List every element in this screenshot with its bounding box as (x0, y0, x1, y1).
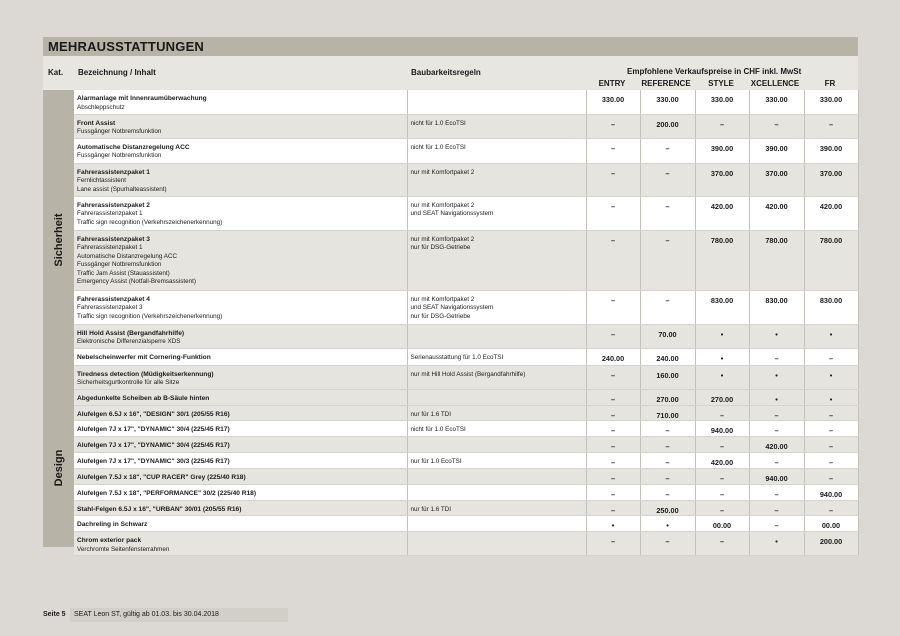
table-row (74, 230, 858, 290)
option-name-cell (74, 516, 407, 532)
table-row (74, 532, 858, 555)
header-col-fr: FR (824, 79, 836, 88)
option-rule-cell (407, 389, 586, 405)
table-row (74, 114, 858, 138)
option-content: Fahrerassistenzpaket 1 (77, 244, 143, 252)
price-xcellence: 390.00 (749, 138, 804, 163)
option-title: Alufelgen 7.5J x 18", "CUP RACER" Grey (225/40 R18) (77, 473, 246, 481)
option-name-cell (74, 532, 407, 555)
price-xcellence: 330.00 (749, 90, 804, 114)
section-label: Sicherheit (52, 212, 65, 267)
option-name-cell (74, 114, 407, 138)
price-entry: – (586, 365, 640, 389)
price-xcellence: 830.00 (749, 290, 804, 324)
option-rule-cell (407, 453, 586, 469)
price-fr: 00.00 (804, 516, 858, 532)
option-title: Fahrerassistenzpaket 4 (77, 295, 150, 303)
page-number: Seite 5 (43, 611, 66, 618)
option-rule-cell (407, 290, 586, 324)
option-rule: nur für 1.0 EcoTSI (410, 458, 462, 466)
price-reference: – (640, 163, 695, 196)
option-content: Fahrerassistenzpaket 1 (77, 210, 143, 218)
price-fr: – (804, 421, 858, 437)
option-title: Front Assist (77, 119, 116, 127)
option-title: Alufelgen 7J x 17", "DYNAMIC" 30/4 (225/45 R17) (77, 442, 230, 450)
option-rule-cell (407, 437, 586, 453)
table-row (74, 468, 858, 484)
price-fr: – (804, 453, 858, 469)
option-content: Fernlichtassistent (77, 177, 126, 185)
option-name-cell (74, 230, 407, 290)
option-title: Hill Hold Assist (Bergandfahrhilfe) (77, 329, 185, 337)
option-rule: nur für DSG-Getriebe (410, 244, 471, 251)
option-title: Alufelgen 7.5J x 18", "PERFORMANCE" 30/2 (225/40 R18) (77, 489, 257, 497)
price-fr: 830.00 (804, 290, 858, 324)
price-xcellence: 370.00 (749, 163, 804, 196)
price-reference: 160.00 (640, 365, 695, 389)
option-rule-cell (407, 138, 586, 163)
price-xcellence: 780.00 (749, 230, 804, 290)
price-entry: – (586, 532, 640, 555)
price-reference: – (640, 484, 695, 500)
option-name-cell (74, 163, 407, 196)
option-content: Traffic sign recognition (Verkehrszeichenerkennung) (77, 312, 223, 320)
option-content: Traffic Jam Assist (Stauassistent) (77, 269, 170, 277)
option-title: Automatische Distanzregelung ACC (77, 143, 190, 151)
option-rule: nur für DSG-Getriebe (410, 312, 471, 320)
table-row (74, 348, 858, 365)
option-title: Fahrerassistenzpaket 1 (77, 168, 150, 176)
price-entry: – (586, 290, 640, 324)
header-col-style: STYLE (708, 79, 734, 88)
price-entry: – (586, 196, 640, 230)
option-content: Emergency Assist (Notfall-Bremsassistent) (77, 278, 196, 286)
table-row (74, 138, 858, 163)
option-title: Nebelscheinwerfer mit Cornering-Funktion (77, 353, 211, 361)
price-style: • (695, 365, 749, 389)
section-sicherheit (43, 90, 74, 389)
option-name-cell (74, 421, 407, 437)
price-fr: 330.00 (804, 90, 858, 114)
option-rule: nur mit Komfortpaket 2 (410, 168, 475, 176)
option-content: Elektronische Differenzialsperre XDS (77, 338, 181, 346)
price-entry: – (586, 421, 640, 437)
price-style: • (695, 324, 749, 348)
option-rule-cell (407, 324, 586, 348)
price-fr: • (804, 365, 858, 389)
price-style: – (695, 437, 749, 453)
price-fr: • (804, 389, 858, 405)
price-xcellence: – (749, 114, 804, 138)
option-rule: nur mit Komfortpaket 2 (410, 295, 475, 303)
price-xcellence: – (749, 421, 804, 437)
option-name-cell (74, 196, 407, 230)
price-fr: 940.00 (804, 484, 858, 500)
option-rule: nicht für 1.0 EcoTSI (410, 143, 466, 151)
price-entry: – (586, 324, 640, 348)
header-bezeichnung: Bezeichnung / Inhalt (78, 68, 156, 77)
price-entry: – (586, 389, 640, 405)
option-title: Chrom exterior pack (77, 537, 142, 545)
option-rule-cell (407, 348, 586, 365)
option-rule: nicht für 1.0 EcoTSI (410, 426, 466, 434)
price-fr: – (804, 114, 858, 138)
option-title: Alufelgen 7J x 17", "DYNAMIC" 30/3 (225/45 R17) (77, 458, 230, 466)
option-rule: nur mit Komfortpaket 2 (410, 235, 475, 243)
price-style: • (695, 348, 749, 365)
price-style: – (695, 532, 749, 555)
option-name-cell (74, 437, 407, 453)
price-xcellence: • (749, 365, 804, 389)
header-kat: Kat. (48, 68, 64, 77)
option-content: Abschleppschutz (77, 103, 125, 111)
price-style: 940.00 (695, 421, 749, 437)
option-rule: nur für 1.6 TDI (410, 410, 451, 418)
price-style: 330.00 (695, 90, 749, 114)
price-style: 780.00 (695, 230, 749, 290)
option-rule-cell (407, 484, 586, 500)
price-style: – (695, 405, 749, 421)
price-fr: – (804, 348, 858, 365)
option-content: Traffic sign recognition (Verkehrszeichenerkennung) (77, 218, 223, 226)
option-title: Dachreling in Schwarz (77, 521, 148, 529)
price-xcellence: 940.00 (749, 468, 804, 484)
price-reference: – (640, 138, 695, 163)
option-name-cell (74, 468, 407, 484)
option-title: Fahrerassistenzpaket 3 (77, 235, 150, 243)
price-reference: – (640, 290, 695, 324)
price-entry: 330.00 (586, 90, 640, 114)
price-xcellence: – (749, 500, 804, 516)
option-rule: Serienausstattung für 1.0 EcoTSI (410, 353, 504, 361)
option-rule-cell (407, 163, 586, 196)
option-rule: und SEAT Navigationssystem (410, 304, 494, 311)
price-entry: – (586, 453, 640, 469)
price-style: – (695, 114, 749, 138)
price-xcellence: – (749, 348, 804, 365)
price-fr: – (804, 468, 858, 484)
price-xcellence: – (749, 453, 804, 469)
option-name-cell (74, 389, 407, 405)
table-row (74, 324, 858, 348)
option-rule-cell (407, 532, 586, 555)
option-rule-cell (407, 468, 586, 484)
price-reference: 70.00 (640, 324, 695, 348)
price-entry: – (586, 138, 640, 163)
option-title: Fahrerassistenzpaket 2 (77, 201, 150, 209)
option-content: Verchromte Seitenfensterrahmen (77, 546, 170, 554)
price-entry: – (586, 484, 640, 500)
price-xcellence: – (749, 484, 804, 500)
option-name-cell (74, 453, 407, 469)
price-reference: 330.00 (640, 90, 695, 114)
option-name-cell (74, 405, 407, 421)
option-rule: nicht für 1.0 EcoTSI (410, 119, 466, 127)
option-content: Automatische Distanzregelung ACC (77, 252, 178, 260)
table-row (74, 389, 858, 405)
price-reference: 250.00 (640, 500, 695, 516)
options-table (74, 90, 859, 556)
section-label: Design (52, 449, 65, 487)
price-style: 830.00 (695, 290, 749, 324)
option-rule: nur mit Hill Hold Assist (Bergandfahrhilfe) (410, 370, 526, 378)
header-col-reference: REFERENCE (641, 79, 691, 88)
table-row (74, 453, 858, 469)
price-reference: – (640, 468, 695, 484)
option-rule: nur für 1.6 TDI (410, 505, 451, 513)
price-reference: • (640, 516, 695, 532)
price-entry: – (586, 405, 640, 421)
option-rule-cell (407, 90, 586, 114)
header-baubarkeitsregeln: Baubarkeitsregeln (411, 68, 481, 77)
price-fr: 200.00 (804, 532, 858, 555)
table-row (74, 163, 858, 196)
option-rule: und SEAT Navigationssystem (410, 210, 494, 217)
price-xcellence: • (749, 532, 804, 555)
option-name-cell (74, 365, 407, 389)
option-name-cell (74, 90, 407, 114)
price-reference: 200.00 (640, 114, 695, 138)
table-row (74, 196, 858, 230)
price-fr: 420.00 (804, 196, 858, 230)
option-content: Lane assist (Spurhalteassistent) (77, 185, 167, 193)
price-fr: 390.00 (804, 138, 858, 163)
price-entry: – (586, 500, 640, 516)
price-xcellence: – (749, 405, 804, 421)
price-xcellence: – (749, 516, 804, 532)
table-row (74, 484, 858, 500)
header-col-xcellence: XCELLENCE (750, 79, 800, 88)
option-title: Alarmanlage mit Innenraumüberwachung (77, 95, 207, 102)
price-reference: – (640, 230, 695, 290)
price-fr: – (804, 437, 858, 453)
price-reference: 240.00 (640, 348, 695, 365)
price-reference: – (640, 532, 695, 555)
table-row (74, 516, 858, 532)
table-row (74, 437, 858, 453)
header-preise: Empfohlene Verkaufspreise in CHF inkl. MwSt (627, 67, 802, 76)
table-row (74, 421, 858, 437)
option-title: Stahl-Felgen 6.5J x 16", "URBAN" 30/01 (205/55 R16) (77, 505, 242, 513)
price-style: – (695, 500, 749, 516)
option-title: Abgedunkelte Scheiben ab B-Säule hinten (77, 394, 210, 402)
price-entry: 240.00 (586, 348, 640, 365)
price-fr: 780.00 (804, 230, 858, 290)
option-content: Sicherheitsgurtkontrolle für alle Sitze (77, 379, 180, 387)
option-name-cell (74, 290, 407, 324)
option-title: Tiredness detection (Müdigkeitserkennung) (77, 370, 214, 378)
price-style: 270.00 (695, 389, 749, 405)
price-xcellence: 420.00 (749, 437, 804, 453)
price-xcellence: 420.00 (749, 196, 804, 230)
option-rule-cell (407, 405, 586, 421)
option-title: Alufelgen 6.5J x 16", "DESIGN" 30/1 (205/55 R16) (77, 410, 230, 418)
table-row (74, 405, 858, 421)
price-style: 420.00 (695, 196, 749, 230)
price-reference: – (640, 421, 695, 437)
price-entry: – (586, 163, 640, 196)
table-row (74, 290, 858, 324)
price-entry: – (586, 230, 640, 290)
price-fr: – (804, 500, 858, 516)
price-style: 390.00 (695, 138, 749, 163)
option-rule-cell (407, 196, 586, 230)
option-rule-cell (407, 500, 586, 516)
option-rule: nur mit Komfortpaket 2 (410, 201, 475, 209)
table-row (74, 500, 858, 516)
option-rule-cell (407, 516, 586, 532)
option-name-cell (74, 138, 407, 163)
price-style: – (695, 484, 749, 500)
header-col-entry: ENTRY (598, 79, 626, 88)
price-entry: – (586, 114, 640, 138)
price-fr: • (804, 324, 858, 348)
option-name-cell (74, 484, 407, 500)
price-reference: 270.00 (640, 389, 695, 405)
price-reference: – (640, 196, 695, 230)
price-reference: 710.00 (640, 405, 695, 421)
price-style: 370.00 (695, 163, 749, 196)
price-reference: – (640, 437, 695, 453)
option-rule-cell (407, 365, 586, 389)
option-title: Alufelgen 7J x 17", "DYNAMIC" 30/4 (225/45 R17) (77, 426, 230, 434)
footer-text: SEAT Leon ST, gültig ab 01.03. bis 30.04.2018 (70, 608, 288, 622)
price-style: – (695, 468, 749, 484)
option-content: Fahrerassistenzpaket 3 (77, 304, 143, 312)
price-entry: – (586, 468, 640, 484)
option-content: Fussgänger Notbremsfunktion (77, 261, 162, 269)
price-entry: – (586, 437, 640, 453)
option-content: Fussgänger Notbremsfunktion (77, 152, 162, 160)
page-title: MEHRAUSSTATTUNGEN (43, 37, 858, 56)
option-name-cell (74, 324, 407, 348)
section-design (43, 389, 74, 547)
price-reference: – (640, 453, 695, 469)
option-rule-cell (407, 421, 586, 437)
price-xcellence: • (749, 389, 804, 405)
option-rule-cell (407, 230, 586, 290)
table-row (74, 365, 858, 389)
price-fr: – (804, 405, 858, 421)
price-entry: • (586, 516, 640, 532)
price-style: 00.00 (695, 516, 749, 532)
price-style: 420.00 (695, 453, 749, 469)
option-rule-cell (407, 114, 586, 138)
table-header (43, 56, 858, 90)
option-name-cell (74, 500, 407, 516)
price-fr: 370.00 (804, 163, 858, 196)
option-content: Fussgänger Notbremsfunktion (77, 128, 162, 136)
price-xcellence: • (749, 324, 804, 348)
option-name-cell (74, 348, 407, 365)
table-row (74, 90, 858, 114)
